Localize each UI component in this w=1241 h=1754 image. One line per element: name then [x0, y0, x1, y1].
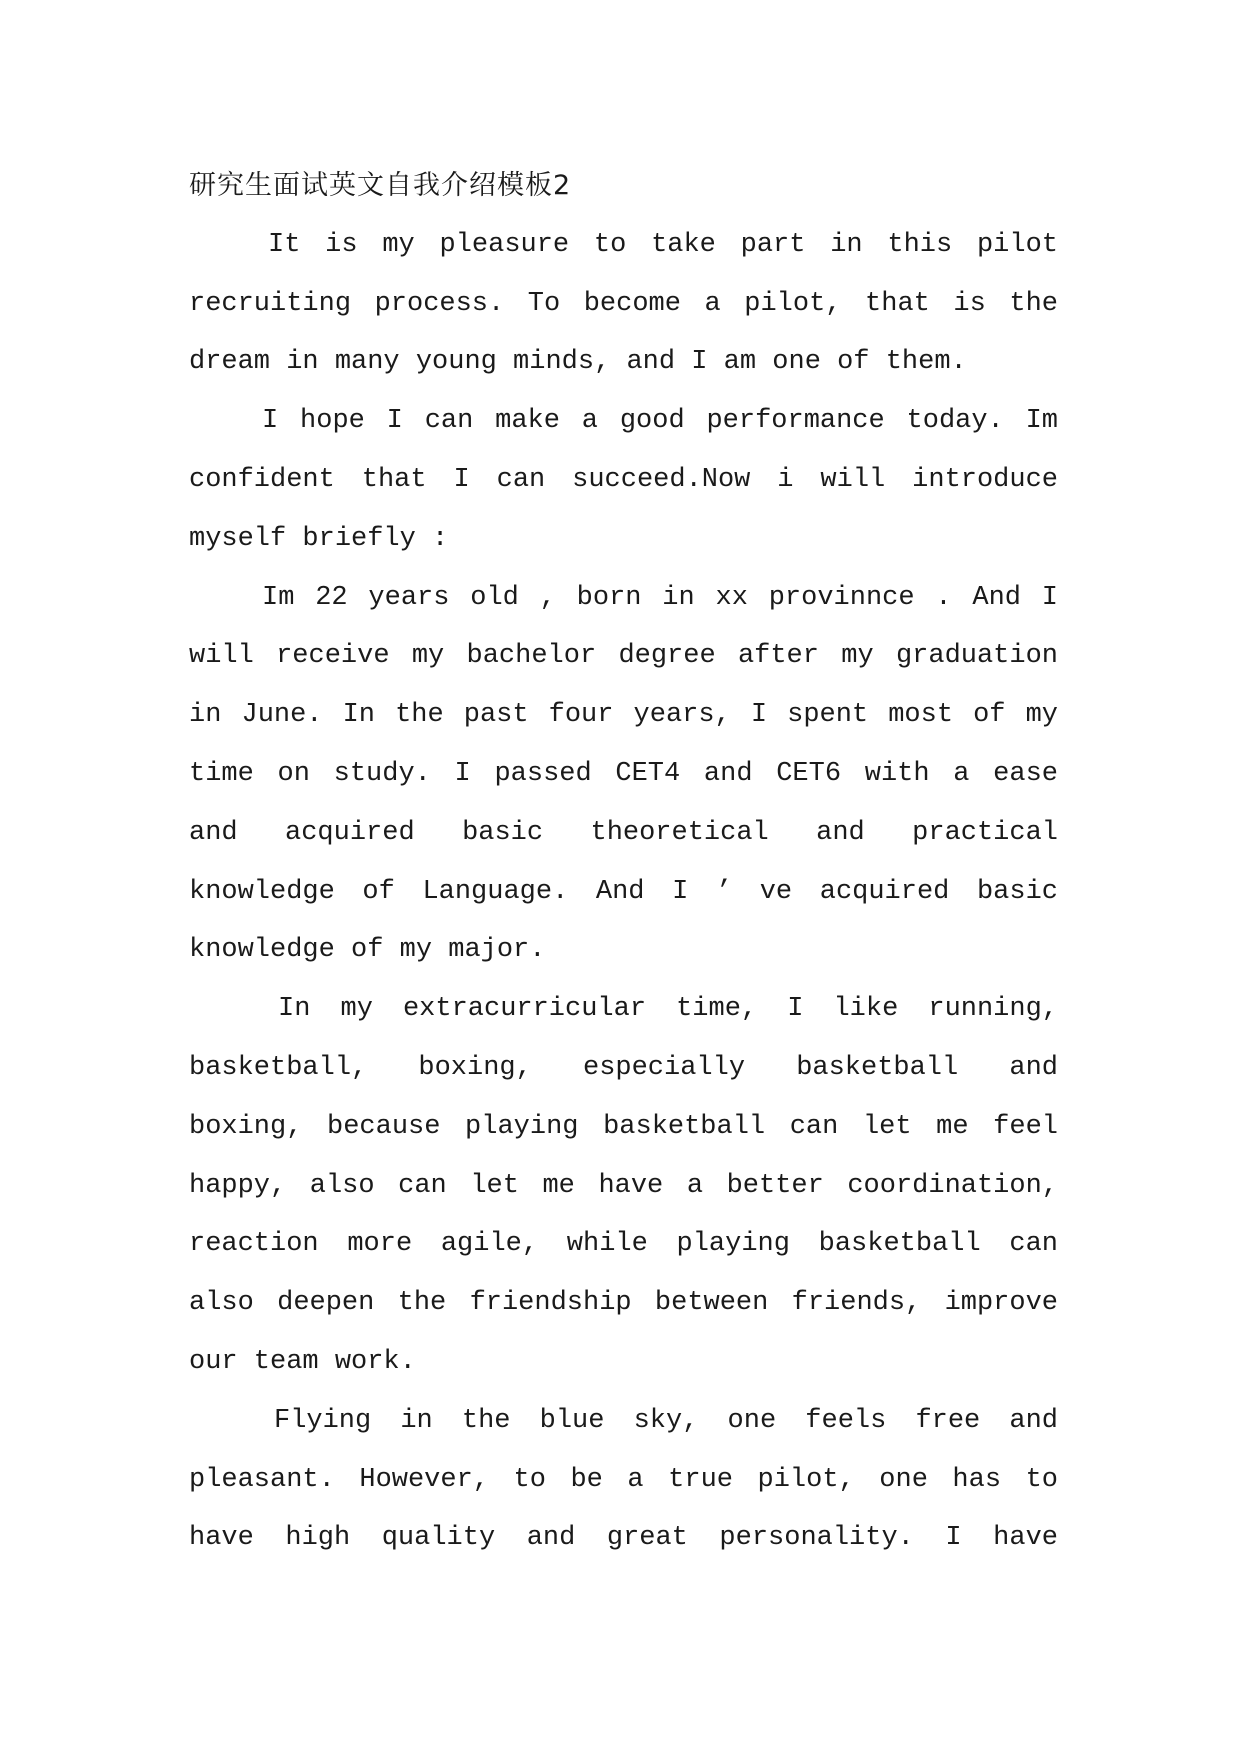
paragraph — [189, 392, 1058, 568]
paragraph — [189, 1392, 1058, 1568]
paragraph — [189, 216, 1058, 392]
text-line: and acquired basic theoretical and practical — [189, 817, 1058, 848]
text-line: It is my pleasure to take part in this pilot — [268, 229, 1058, 260]
text-line: happy, also can let me have a better coordination, — [189, 1170, 1058, 1201]
text-line: our team work. — [189, 1346, 416, 1377]
paragraph — [189, 980, 1058, 1392]
text-line: time on study. I passed CET4 and CET6 with a ease — [189, 758, 1058, 789]
text-line: Flying in the blue sky, one feels free and — [274, 1405, 1058, 1436]
text-line: knowledge of Language. And I ’ ve acquired basic — [189, 876, 1058, 907]
text-line: confident that I can succeed.Now i will introduce — [189, 464, 1058, 495]
text-line: recruiting process. To become a pilot, that is the — [189, 288, 1058, 319]
text-line: also deepen the friendship between friends, improve — [189, 1288, 1058, 1319]
text-line: I hope I can make a good performance today. Im — [262, 406, 1058, 437]
text-line: boxing, because playing basketball can let me feel — [189, 1111, 1058, 1142]
text-line: have high quality and great personality. I have — [189, 1523, 1058, 1554]
paragraph — [189, 569, 1058, 981]
text-line: in June. In the past four years, I spent most of my — [189, 700, 1058, 731]
text-line: knowledge of my major. — [189, 935, 546, 966]
text-line: reaction more agile, while playing basketball can — [189, 1229, 1058, 1260]
text-line: will receive my bachelor degree after my graduation — [189, 641, 1058, 672]
text-line: dream in many young minds, and I am one of them. — [189, 347, 967, 378]
document-page — [189, 157, 1058, 1568]
text-line: pleasant. However, to be a true pilot, one has to — [189, 1464, 1058, 1495]
text-line: In my extracurricular time, I like running, — [278, 994, 1058, 1025]
text-line: basketball, boxing, especially basketball and — [189, 1052, 1058, 1083]
text-line: Im 22 years old , born in xx provinnce . And I — [262, 582, 1058, 613]
document-body — [189, 216, 1058, 1568]
text-line: myself briefly : — [189, 523, 449, 554]
document-title: 研究生面试英文自我介绍模板2 — [189, 170, 572, 201]
